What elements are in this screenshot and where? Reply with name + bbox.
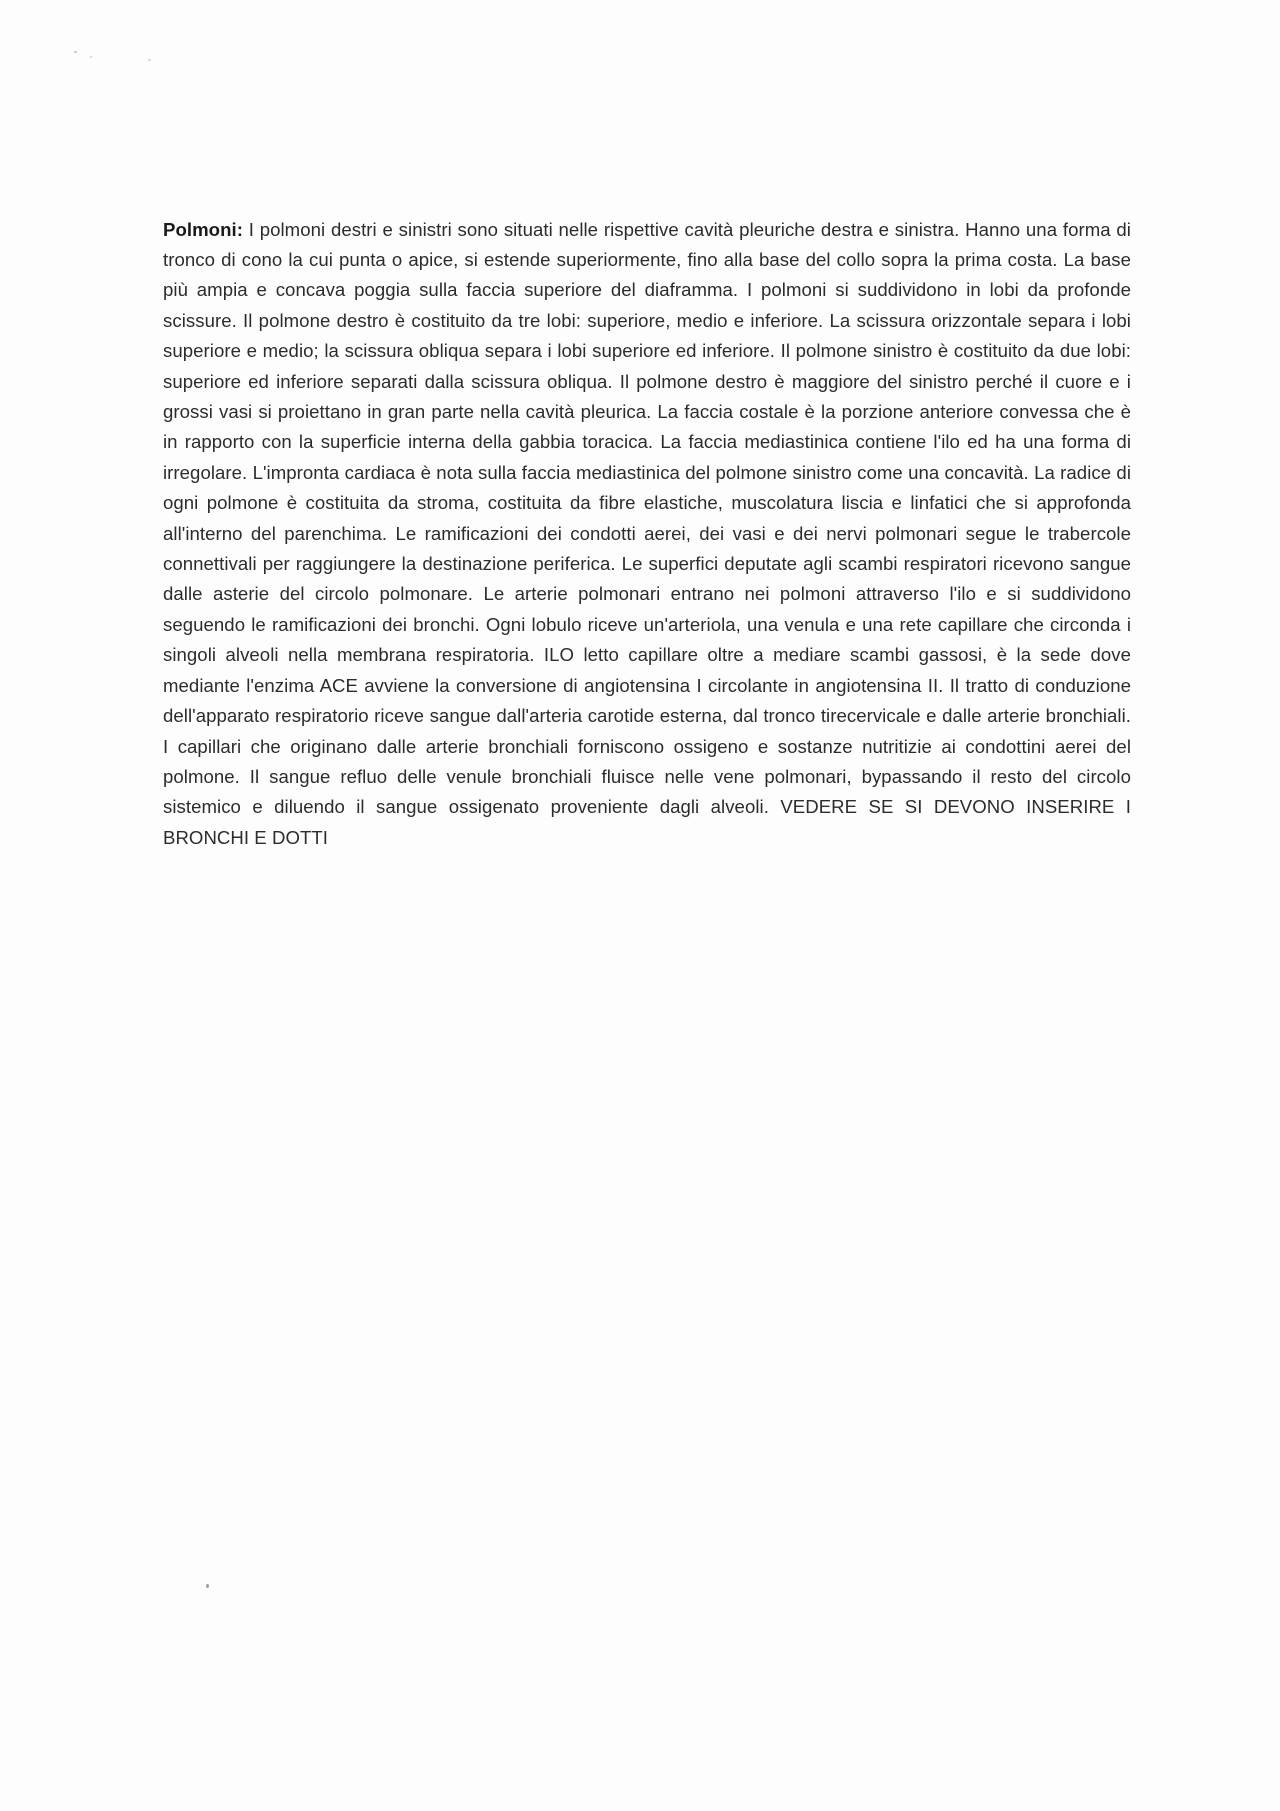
editor-note: VEDERE SE SI DEVONO INSERIRE I BRONCHI E DOTTI — [163, 796, 1132, 848]
paragraph-body: I polmoni destri e sinistri sono situati nelle rispettive cavità pleuriche destra e sinistra. Hanno una forma di tronco di cono la cui punta o apice, si estende superiormente, fino alla base del collo sopra la prima costa. La base più ampia e concava poggia sulla faccia superiore del diaframma. I polmoni si suddividono in lobi da profonde scissure. Il polmone destro è costituito da tre lobi: superiore, medio e inferiore. La scissura orizzontale separa i lobi superiore e medio; la scissura obliqua separa i lobi superiore ed inferiore. Il polmone sinistro è costituito da due lobi: superiore ed inferiore separati dalla scissura obliqua. Il polmone destro è maggiore del sinistro perché il cuore e i grossi vasi si proiettano in gran parte nella cavità pleurica. La faccia costale è la porzione anteriore convessa che è in rapporto con la superficie interna della gabbia toracica. La faccia mediastinica contiene l'ilo ed ha una forma di irregolare. L'impronta cardiaca è nota sulla faccia mediastinica del polmone sinistro come una concavità. La radice di ogni polmone è costituita da stroma, costituita da fibre elastiche, muscolatura liscia e linfatici che si approfonda all'interno del parenchima. Le ramificazioni dei condotti aerei, dei vasi e dei nervi polmonari segue le trabercole connettivali per raggiungere la destinazione periferica. Le superfici deputate agli scambi respiratori ricevono sangue dalle asterie del circolo polmonare. Le arterie polmonari entrano nei polmoni attraverso l'ilo e si suddividono seguendo le ramificazioni dei bronchi. Ogni lobulo riceve un'arteriola, una venula e una rete capillare che circonda i singoli alveoli nella membrana respiratoria. ILO letto capillare oltre a mediare scambi gassosi, è la sede dove mediante l'enzima ACE avviene la conversione di angiotensina I circolante in angiotensina II. Il tratto di conduzione dell'apparato respiratorio riceve sangue dall'arteria carotide esterna, dal tronco tirecervicale e dalle arterie bronchiali. I capillari che originano dalle arterie bronchiali forniscono ossigeno e sostanze nutritizie ai condottini aerei del polmone. Il sangue refluo delle venule bronchiali fluisce nelle vene polmonari, bypassando il resto del circolo sistemico e diluendo il sangue ossigenato proveniente dagli alveoli. — [163, 218, 1131, 818]
scan-speck — [74, 51, 77, 53]
scan-speck — [90, 56, 92, 58]
document-paragraph — [163, 215, 1131, 854]
section-heading: Polmoni: — [163, 218, 243, 240]
scan-speck — [148, 59, 151, 61]
scan-speck — [206, 1584, 209, 1588]
